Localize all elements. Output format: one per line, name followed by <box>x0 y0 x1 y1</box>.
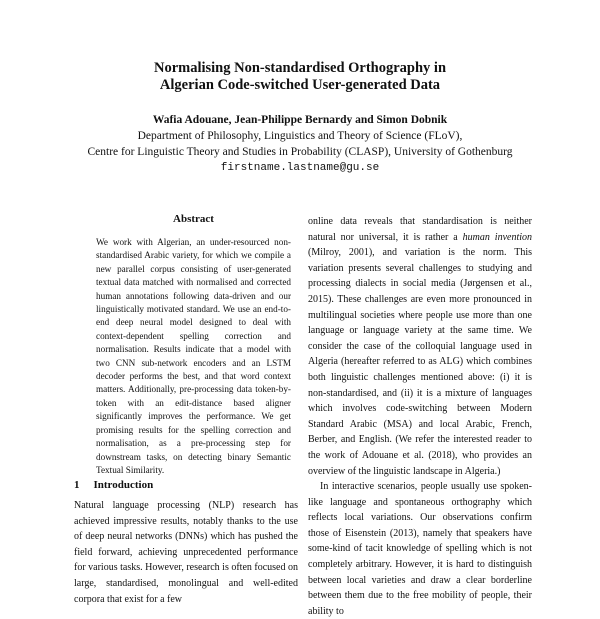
right-column <box>308 214 532 619</box>
title-line-1: Normalising Non-standardised Orthography in <box>153 60 447 76</box>
paper-title <box>0 60 600 94</box>
right-paragraph-2: In interactive scenarios, people usually use spoken-like language and spontaneous orthography which reflects local variations. Our observations confirm those of Eisenstein (2013), namely that speakers have some-kind of tacit knowledge of spelling which is not completely arbitrary. However, it is hard to distinguish between local varieties and draw a clear borderline between them due to the free mobility of people, their ability to <box>308 481 532 617</box>
affiliation-line-2: Centre for Linguistic Theory and Studies in Probability (CLASP), University of Gothenburg <box>87 146 513 158</box>
p1-italic-term: human invention <box>462 231 533 243</box>
affiliation-line-1: Department of Philosophy, Linguistics and Theory of Science (FLoV), <box>137 130 463 142</box>
author-names: Wafia Adouane, Jean-Philippe Bernardy and Simon Dobnik <box>152 114 448 126</box>
author-block <box>0 112 600 176</box>
author-email: firstname.lastname@gu.se <box>220 162 380 174</box>
section-number: 1 <box>74 479 80 491</box>
abstract-text: We work with Algerian, an under-resourced non-standardised Arabic variety, for which we compile a new parallel corpus consisting of user-generated textual data matched with normalised and corrected human annotations following data-driven and our linguistically motivated standard. We use an end-to-end deep neural model designed to deal with context-dependent spelling correction and normalisation. Results indicate that a model with two CNN sub-network encoders and an LSTM decoder performs the best, and that word context matters. Additionally, pre-processing data token-by-token with an edit-distance based aligner significantly improves the performance. We get promising results for the spelling correction and normalisation, as a pre-processing step for downstream tasks, on detecting binary Semantic Textual Similarity. <box>96 237 291 475</box>
p1-text-after: (Milroy, 2001), and variation is the norm. This variation presents several challenges to studying and processing dialects in social media (Jørgensen et al., 2015). These challenges are even more pronounced in multilingual societies where people use more than one language or language variety at the same time. We consider the case of the colloquial language used in Algeria (hereafter referred to as ALG) which combines both linguistic challenges mentioned above: (i) it is non-standardised, and (ii) it is a mixture of languages which involves code-switching between Modern Standard Arabic (MSA) and local Arabic, French, Berber, and English. (We refer the interested reader to the work of Adouane et al. (2018), who provides an overview of the linguistic landscape in Algeria.) <box>308 247 532 477</box>
p1-text-before: online data reveals that standardisation is neither natural nor universal, it is rather a <box>308 216 532 243</box>
introduction-text: Natural language processing (NLP) research has achieved impressive results, notably thanks to the use of deep neural networks (DNNs) which has pushed the field forward, achieving unprecedented performance for various tasks. However, research is often focused on large, standardised, monolingual and well-edited corpora that exist for a few <box>74 500 298 605</box>
title-line-2: Algerian Code-switched User-generated Data <box>159 77 441 93</box>
introduction-heading <box>74 479 153 491</box>
abstract-heading: Abstract <box>173 213 214 225</box>
right-paragraph-1 <box>308 214 532 479</box>
section-title-text: Introduction <box>93 479 154 491</box>
